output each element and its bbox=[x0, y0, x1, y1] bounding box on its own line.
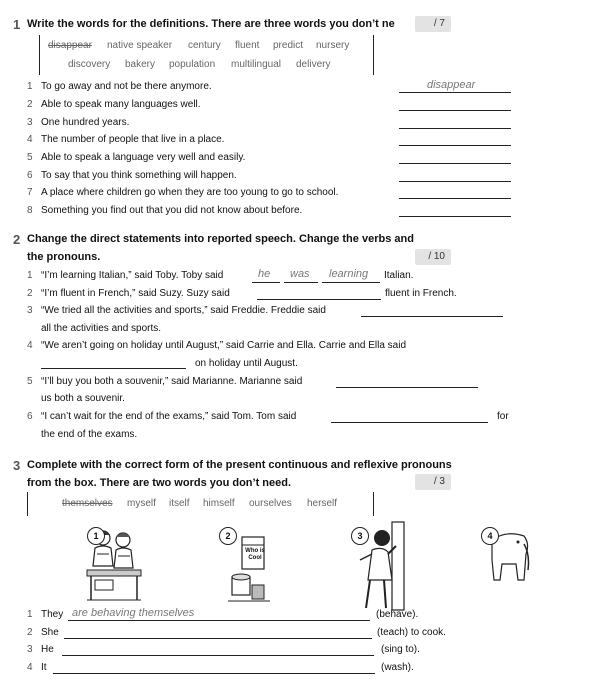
question-text: One hundred years. bbox=[41, 117, 130, 128]
question-number: 4 bbox=[27, 340, 33, 351]
question-text: “I can’t wait for the end of the exams,” said Tom. Tom said bbox=[41, 411, 297, 422]
question-text: “We tried all the activities and sports,” said Freddie. Freddie said bbox=[41, 305, 326, 316]
question-number: 3 bbox=[27, 644, 33, 655]
question-text: Able to speak a language very well and easily. bbox=[41, 152, 246, 163]
answer-line[interactable] bbox=[399, 92, 511, 93]
picture-cooking-lesson bbox=[228, 533, 270, 607]
answer-line[interactable] bbox=[399, 198, 511, 199]
question-number: 3 bbox=[27, 305, 33, 316]
word-box-item: predict bbox=[273, 40, 304, 51]
question-number: 1 bbox=[27, 270, 33, 281]
answer-example: learning bbox=[329, 268, 369, 280]
section2-score: / 10 bbox=[415, 249, 451, 265]
picture-number-badge: 4 bbox=[481, 527, 499, 545]
question-number: 2 bbox=[27, 288, 33, 299]
answer-line[interactable] bbox=[361, 316, 503, 317]
section1-score: / 7 bbox=[415, 16, 451, 32]
picture-number-badge: 2 bbox=[219, 527, 237, 545]
answer-line[interactable] bbox=[399, 181, 511, 182]
answer-line[interactable] bbox=[399, 216, 511, 217]
question-text: He bbox=[41, 644, 54, 655]
answer-line[interactable] bbox=[257, 299, 381, 300]
picture-sign-text: Who is Cool bbox=[245, 548, 265, 561]
question-text: “We aren’t going on holiday until August,” said Carrie and Ella. Carrie and Ella said bbox=[41, 340, 407, 351]
word-box-item: itself bbox=[169, 498, 190, 509]
answer-line[interactable] bbox=[399, 163, 511, 164]
question-text: To say that you think something will happen. bbox=[41, 170, 237, 181]
question-text: for bbox=[497, 411, 509, 422]
question-text: (wash). bbox=[381, 662, 414, 673]
word-box-item: themselves bbox=[62, 498, 113, 509]
answer-example: he bbox=[258, 268, 271, 280]
question-text: To go away and not be there anymore. bbox=[41, 81, 212, 92]
section3-score: / 3 bbox=[415, 474, 451, 490]
word-box-item: century bbox=[188, 40, 221, 51]
answer-example: was bbox=[290, 268, 310, 280]
question-text: The number of people that live in a place. bbox=[41, 134, 225, 145]
question-number: 8 bbox=[27, 205, 33, 216]
word-box-left-border bbox=[39, 35, 40, 75]
answer-line[interactable] bbox=[399, 110, 511, 111]
word-box-item: disappear bbox=[48, 40, 92, 51]
answer-line[interactable] bbox=[322, 282, 380, 283]
question-number: 2 bbox=[27, 99, 33, 110]
word-box-right-border bbox=[373, 35, 374, 75]
question-text: (behave). bbox=[376, 609, 419, 620]
section1-title: Write the words for the definitions. There are three words you don’t ne bbox=[27, 18, 395, 30]
question-text: Something you find out that you did not know about before. bbox=[41, 205, 303, 216]
question-number: 1 bbox=[27, 609, 33, 620]
answer-line[interactable] bbox=[64, 638, 372, 639]
question-number: 6 bbox=[27, 170, 33, 181]
question-text: on holiday until August. bbox=[195, 358, 298, 369]
word-box-item: population bbox=[169, 59, 216, 70]
answer-line[interactable] bbox=[53, 673, 375, 674]
section3-title-line1: Complete with the correct form of the present continuous and reflexive pronouns bbox=[27, 459, 452, 471]
question-number: 4 bbox=[27, 662, 33, 673]
picture-number-badge: 3 bbox=[351, 527, 369, 545]
question-text: all the activities and sports. bbox=[41, 323, 162, 334]
word-box-item: ourselves bbox=[249, 498, 292, 509]
answer-line[interactable] bbox=[331, 422, 488, 423]
question-number: 5 bbox=[27, 152, 33, 163]
word-box-item: nursery bbox=[316, 40, 350, 51]
question-text: fluent in French. bbox=[385, 288, 457, 299]
answer-line[interactable] bbox=[284, 282, 318, 283]
question-text: (sing to). bbox=[381, 644, 420, 655]
question-text: us both a souvenir. bbox=[41, 393, 125, 404]
section2-number: 2 bbox=[13, 232, 21, 247]
word-box-item: bakery bbox=[125, 59, 156, 70]
section3-title-line2: from the box. There are two words you don’t need. bbox=[27, 477, 292, 489]
word-box-item: discovery bbox=[68, 59, 111, 70]
question-text: It bbox=[41, 662, 47, 673]
section1-number: 1 bbox=[13, 17, 21, 32]
answer-line[interactable] bbox=[399, 145, 511, 146]
question-number: 7 bbox=[27, 187, 33, 198]
question-text: A place where children go when they are too young to go to school. bbox=[41, 187, 339, 198]
question-number: 2 bbox=[27, 627, 33, 638]
question-text: Able to speak many languages well. bbox=[41, 99, 201, 110]
answer-example: are behaving themselves bbox=[72, 607, 195, 619]
question-text: They bbox=[41, 609, 64, 620]
question-number: 4 bbox=[27, 134, 33, 145]
question-text: “I’m fluent in French,” said Suzy. Suzy said bbox=[41, 288, 230, 299]
word-box-item: myself bbox=[127, 498, 156, 509]
word-box-item: himself bbox=[203, 498, 235, 509]
word-box-item: delivery bbox=[296, 59, 331, 70]
question-number: 6 bbox=[27, 411, 33, 422]
question-text: “I’m learning Italian,” said Toby. Toby said bbox=[41, 270, 224, 281]
answer-line[interactable] bbox=[62, 655, 374, 656]
question-text: Italian. bbox=[384, 270, 414, 281]
word-box-item: fluent bbox=[235, 40, 260, 51]
question-number: 3 bbox=[27, 117, 33, 128]
picture-number-badge: 1 bbox=[87, 527, 105, 545]
word-box-right-border bbox=[373, 492, 374, 516]
section2-title-line1: Change the direct statements into reported speech. Change the verbs and bbox=[27, 233, 414, 245]
answer-line[interactable] bbox=[41, 368, 186, 369]
answer-example: disappear bbox=[427, 79, 476, 91]
section2-title-line2: the pronouns. bbox=[27, 251, 101, 263]
question-text: She bbox=[41, 627, 59, 638]
word-box-item: native speaker bbox=[107, 40, 173, 51]
answer-line[interactable] bbox=[399, 128, 511, 129]
question-text: the end of the exams. bbox=[41, 429, 138, 440]
question-text: “I’ll buy you both a souvenir,” said Marianne. Marianne said bbox=[41, 376, 303, 387]
question-number: 1 bbox=[27, 81, 33, 92]
word-box-left-border bbox=[27, 492, 28, 516]
question-text: (teach) to cook. bbox=[377, 627, 446, 638]
section3-number: 3 bbox=[13, 458, 21, 473]
word-box-item: multilingual bbox=[231, 59, 282, 70]
question-number: 5 bbox=[27, 376, 33, 387]
word-box-item: herself bbox=[307, 498, 338, 509]
answer-line[interactable] bbox=[68, 620, 370, 621]
answer-line[interactable] bbox=[336, 387, 478, 388]
answer-line[interactable] bbox=[252, 282, 280, 283]
